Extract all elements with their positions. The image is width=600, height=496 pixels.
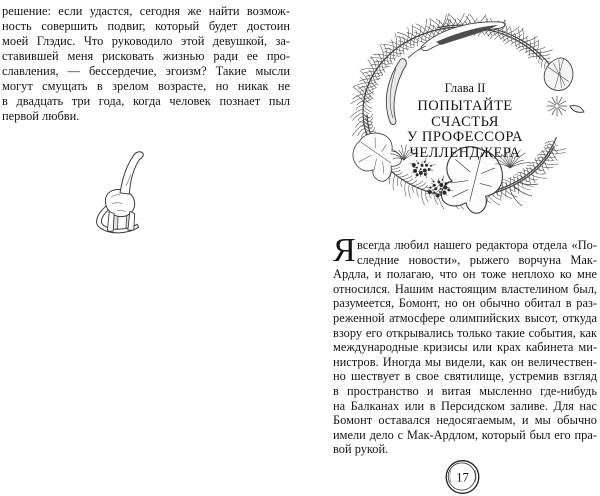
chapter-number-label: Глава II — [444, 81, 486, 95]
text-line: но шествует в свое святилище, устремив взгляд — [333, 369, 597, 384]
chapter-title-line: СЧАСТЬЯ — [431, 113, 499, 130]
text-line: следние новости», рыжего ворчуна Мак- — [357, 252, 597, 267]
text-line: нистров. Иногда мы видели, как он величествен- — [333, 354, 597, 369]
text-line: славления, — бессердечие, эгоизм? Такие мысли — [2, 64, 290, 78]
text-line: в двадцать три года, когда человек познает пыл — [2, 94, 290, 108]
left-page-paragraph — [2, 4, 290, 124]
text-line: могут смущать в зрелом возрасте, но никак не — [2, 79, 290, 93]
text-line: решение: если удастся, сегодня же найти возмож- — [2, 4, 290, 18]
drop-cap: Я — [333, 232, 356, 269]
right-page-paragraph — [333, 232, 597, 457]
text-line: на Балканах или в Персидском заливе. Для нас — [333, 398, 597, 413]
text-line: первой любви. — [2, 109, 80, 123]
dinosaur-illustration — [92, 147, 152, 237]
text-line: международные кризисы или крах кабинета ми- — [333, 340, 597, 355]
chapter-heading — [333, 81, 597, 161]
text-line: реженной атмосфере олимпийских высот, откуда — [333, 310, 597, 325]
text-line: моей Глэдис. Что руководило этой девушкой, за- — [2, 34, 290, 48]
page-number-ornament — [442, 458, 483, 496]
chapter-title-line: ЧЕЛЛЕНДЖЕРА — [409, 144, 521, 161]
text-line: имели дело с Мак-Ардлом, который был его пра- — [333, 427, 597, 442]
chapter-title-line: У ПРОФЕССОРА — [406, 129, 524, 145]
text-line: вой рукой. — [333, 442, 389, 457]
text-line: разумеется, Бомонт, но он обычно обитал в раз- — [333, 296, 597, 311]
text-line: Бомонт оставался недосягаемым, и мы обычно — [333, 413, 597, 428]
text-line: относился. Нашим настоящим властелином был, — [333, 281, 597, 296]
page-number: 17 — [456, 470, 469, 485]
chapter-title-line: ПОПЫТАЙТЕ — [417, 98, 513, 114]
text-line: Ардла, и полагаю, что он тоже неплохо ко мне — [333, 267, 597, 282]
text-line: в пространство и витая мысленно где-нибудь — [333, 383, 597, 398]
text-line: взору его открывались только такие события, как — [333, 325, 597, 340]
text-line: ность совершить подвиг, который будет достоин — [2, 19, 290, 33]
text-line: ставившей меня рисковать жизнью ради ее про- — [2, 49, 290, 63]
text-line: всегда любил нашего редактора отдела «По- — [357, 238, 597, 252]
